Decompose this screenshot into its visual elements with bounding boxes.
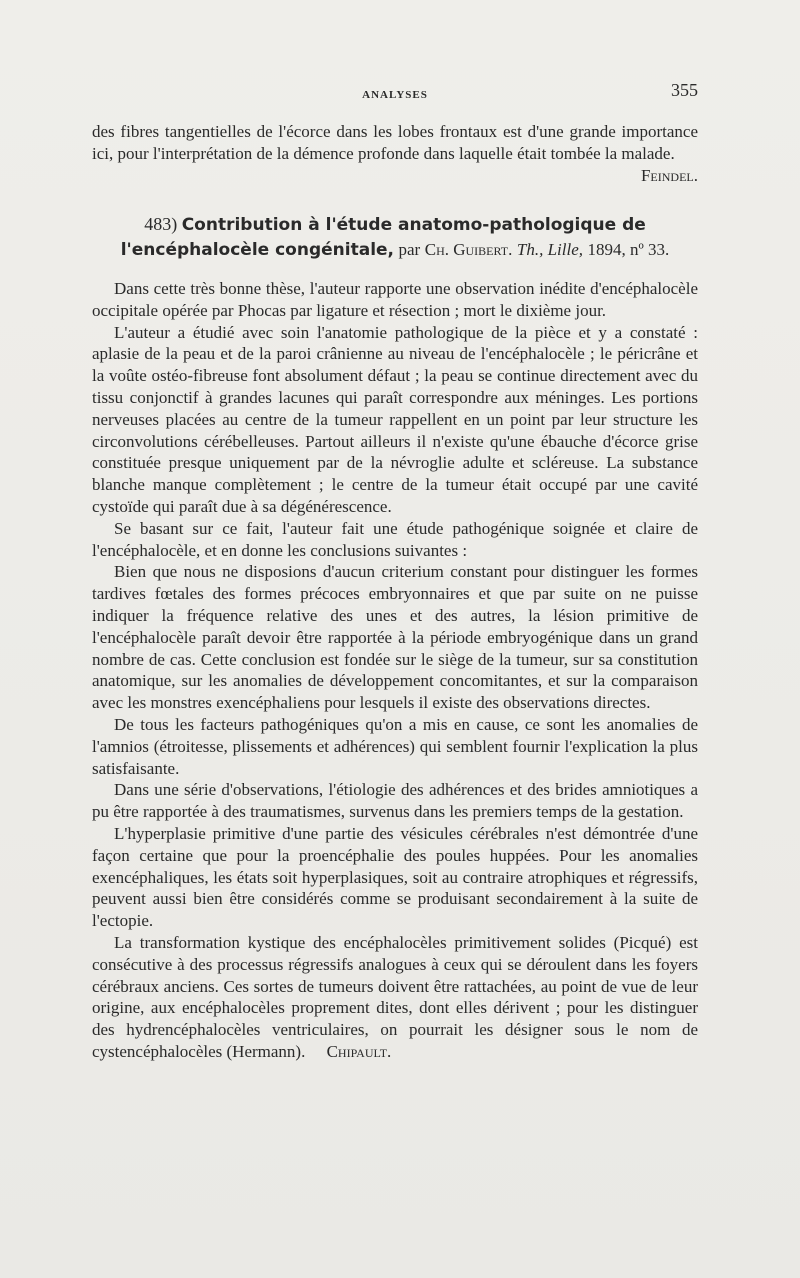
body-paragraph: De tous les facteurs pathogéniques qu'on a mis en cause, ce sont les anomalies de l'amnios (étroitesse, plissements et adhérences) qui semblent fournir l'explication la plus satisfaisante. — [92, 714, 698, 778]
intro-signature — [92, 165, 698, 187]
running-head: ANALYSES — [362, 89, 428, 101]
entry-source: Th., Lille, — [516, 240, 584, 259]
intro-paragraph — [92, 121, 698, 186]
body-paragraph: L'auteur a étudié avec soin l'anatomie pathologique de la pièce et y a constaté : aplasie de la peau et de la paroi crânienne au niveau de l'encéphalocèle ; le péricrâne et la voûte ostéo-fibreuse font absolument défaut ; la peau se continue directement avec du tissu conjonctif à grandes lacunes qui paraît correspondre aux méninges. Les portions nerveuses placées au centre de la tumeur rappellent en un point par leur structure les circonvolutions cérébelleuses. Partout ailleurs il n'existe qu'une ébauche d'écorce grise constituée presque uniquement par de la névroglie adulte et scléreuse. La substance blanche manque complètement ; le centre de la tumeur était occupé par une cavité cystoïde qui paraît due à sa dégénérescence. — [92, 322, 698, 516]
body-paragraph-text: La transformation kystique des encéphalocèles primitivement solides (Picqué) est consécutive à des processus régressifs analogues à ceux qui se déroulent dans les foyers cérébraux anciens. Ces sortes de tumeurs doivent être rattachées, au point de vue de leur origine, aux encéphalocèles proprement dites, dont elles dérivent ; pour les distinguer des hydrencéphalocèles ventriculaires, on pourrait les désigner sous le nom de cystencéphalocèles (Hermann). — [92, 932, 698, 1061]
review-body — [92, 278, 698, 1063]
body-paragraph: Se basant sur ce fait, l'auteur fait une étude pathogénique soignée et claire de l'encéphalocèle, et en donne les conclusions suivantes : — [92, 518, 698, 560]
body-paragraph: Dans cette très bonne thèse, l'auteur rapporte une observation inédite d'encéphalocèle occipitale opérée par Phocas par ligature et résection ; mort le dixième jour. — [92, 279, 698, 320]
page-number: 355 — [671, 80, 698, 100]
entry-details: 1894, nº 33. — [587, 240, 670, 259]
entry-author: Ch. Guibert. — [424, 240, 513, 259]
signature-feindel: Feindel. — [640, 165, 698, 185]
entry-title: Contribution à l'étude anatomo-pathologique de l'encéphalocèle congénitale, — [120, 215, 646, 260]
signature-chipault: Chipault. — [326, 1041, 392, 1061]
entry-number: 483) — [144, 214, 178, 234]
body-paragraph-last — [92, 932, 698, 1063]
body-paragraph: Bien que nous ne disposions d'aucun criterium constant pour distinguer les formes tardives fœtales des formes précoces embryonnaires et que par suite on ne puisse indiquer la fréquence relative des unes et des autres, la lésion primitive de l'encéphalocèle paraît devoir être rapportée à la période embryogénique dans un grand nombre de cas. Cette conclusion est fondée sur le siège de la tumeur, sur sa constitution anatomique, sur les anomalies de développement concomitantes, et sur la comparaison avec les monstres exencéphaliens pour lesquels il existe des observations directes. — [92, 562, 698, 713]
entry-heading — [92, 212, 698, 262]
intro-text: des fibres tangentielles de l'écorce dans les lobes frontaux est d'une grande importance ici, pour l'interprétation de la démence profonde dans laquelle était tombée la malade. — [92, 122, 698, 163]
body-paragraph: L'hyperplasie primitive d'une partie des vésicules cérébrales n'est démontrée d'une façon certaine que pour la proencéphalie des poules huppées. Pour les anomalies exencéphaliques, les états soit hyperplasiques, soit au contraire atrophiques et régressifs, peuvent aussi bien être considérés comme se produisant secondairement à la suite de l'ectopie. — [92, 823, 698, 931]
body-paragraph: Dans une série d'observations, l'étiologie des adhérences et des brides amniotiques a pu être rapportée à des traumatismes, survenus dans les premiers temps de la gestation. — [92, 780, 698, 822]
entry-by: par — [398, 240, 421, 259]
page-header — [92, 80, 698, 106]
